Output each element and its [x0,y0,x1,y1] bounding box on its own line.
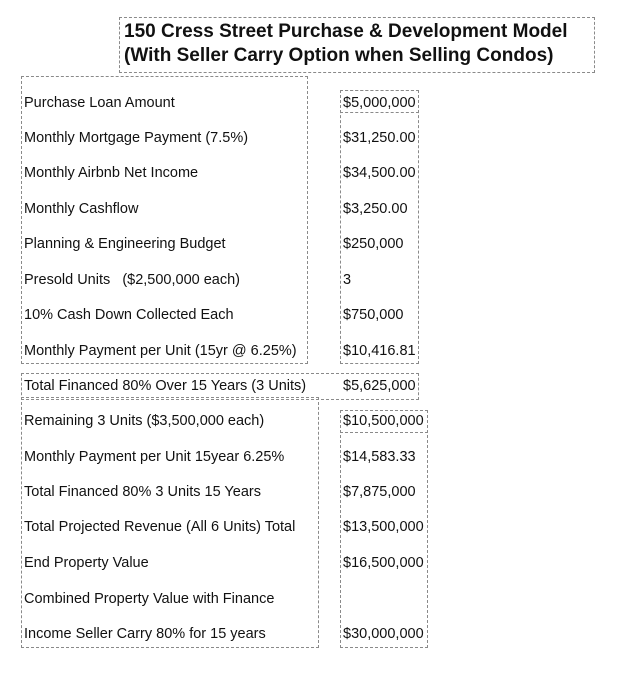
row-label: Monthly Mortgage Payment (7.5%) [24,130,249,146]
row-value: $31,250.00 [343,130,416,146]
row-label: Monthly Cashflow [24,201,139,217]
row-label: Presold Units ($2,500,000 each) [24,272,241,288]
row-value: $7,875,000 [343,484,416,500]
row-value: $750,000 [343,307,404,323]
row-value: $13,500,000 [343,519,424,535]
title-line-1: 150 Cress Street Purchase & Development Model [124,21,568,42]
row-label: End Property Value [24,555,149,571]
row-label: Purchase Loan Amount [24,95,175,111]
row-label: Monthly Airbnb Net Income [24,165,199,181]
page-title [119,17,595,73]
row-label: Planning & Engineering Budget [24,236,226,252]
row-label: Total Financed 80% 3 Units 15 Years [24,484,261,500]
total-financed-value: $5,625,000 [343,378,416,394]
title-line-2: (With Seller Carry Option when Selling Condos) [124,45,554,66]
row-label: Income Seller Carry 80% for 15 years [24,626,266,642]
row-label: 10% Cash Down Collected Each [24,307,234,323]
row-label: Total Projected Revenue (All 6 Units) Total [24,519,296,535]
total-financed-label: Total Financed 80% Over 15 Years (3 Units) [24,378,307,394]
row-value: $30,000,000 [343,626,424,642]
row-label: Monthly Payment per Unit (15yr @ 6.25%) [24,343,297,359]
row-label: Combined Property Value with Finance [24,591,275,607]
row-value: $34,500.00 [343,165,416,181]
row-value: $14,583.33 [343,449,416,465]
row-value: $16,500,000 [343,555,424,571]
row-value: $250,000 [343,236,404,252]
row-value: $5,000,000 [343,95,416,111]
row-value: $10,500,000 [343,413,424,429]
row-label: Monthly Payment per Unit 15year 6.25% [24,449,285,465]
row-value: $3,250.00 [343,201,408,217]
row-value: 3 [343,272,352,288]
row-label: Remaining 3 Units ($3,500,000 each) [24,413,265,429]
row-value: $10,416.81 [343,343,416,359]
